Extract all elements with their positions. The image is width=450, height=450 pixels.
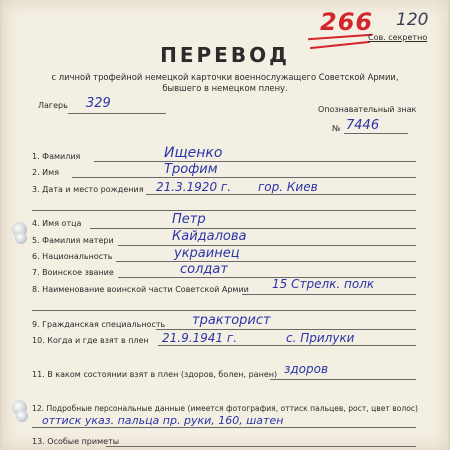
document-subtitle-2: бывшего в немецком плену. xyxy=(162,83,288,93)
field-unit-value: 15 Стрелк. полк xyxy=(272,277,375,291)
field-birth-rule xyxy=(146,194,416,195)
punch-hole-bottom-2 xyxy=(16,410,28,422)
field-mother-rule xyxy=(118,245,416,246)
field-mother-value: Кайдалова xyxy=(172,229,247,244)
field-civil-spec-rule xyxy=(156,329,416,330)
document-title: ПЕРЕВОД xyxy=(160,43,290,67)
blank-rule-1 xyxy=(32,210,416,211)
field-condition-rule xyxy=(270,379,416,380)
camp-rule xyxy=(68,113,166,114)
camp-label: Лагерь xyxy=(38,101,68,110)
field-captured-rule xyxy=(158,345,416,346)
field-unit-label: 8. Наименование воинской части Советской Армии xyxy=(32,285,249,294)
tag-label: Опознавательный знак xyxy=(318,105,417,114)
tag-prefix: № xyxy=(332,124,341,133)
field-personal-data-label: 12. Подробные персональные данные (имеется фотография, оттиск пальцев, рост, цвет волос) xyxy=(32,404,419,413)
field-surname-value: Ищенко xyxy=(164,145,223,161)
field-civil-spec-label: 9. Гражданская специальность xyxy=(32,320,166,329)
field-nationality-rule xyxy=(116,261,416,262)
field-captured-place-value: с. Прилуки xyxy=(286,331,355,345)
registration-number-ink: 120 xyxy=(396,10,429,30)
field-special-marks-rule xyxy=(106,446,416,447)
field-special-marks-label: 13. Особые приметы xyxy=(32,437,120,446)
field-rank-value: солдат xyxy=(180,262,228,277)
tag-rule xyxy=(344,133,408,134)
registration-number-red: 266 xyxy=(320,8,374,36)
field-captured-date-value: 21.9.1941 г. xyxy=(162,331,238,345)
field-birth-label: 3. Дата и место рождения xyxy=(32,185,144,194)
field-name-value: Трофим xyxy=(164,162,218,177)
field-father-label: 4. Имя отца xyxy=(32,219,82,228)
field-rank-label: 7. Воинское звание xyxy=(32,268,114,277)
field-nationality-value: украинец xyxy=(174,246,240,261)
field-surname-label: 1. Фамилия xyxy=(32,152,81,161)
field-captured-label: 10. Когда и где взят в плен xyxy=(32,336,149,345)
field-civil-spec-value: тракторист xyxy=(192,313,271,328)
field-personal-data-rule xyxy=(32,427,416,428)
field-personal-data-value: оттиск указ. пальца пр. руки, 160, шатен xyxy=(42,414,284,427)
secrecy-stamp: Сов. секретно xyxy=(368,33,428,42)
document-page xyxy=(2,0,448,450)
field-name-rule xyxy=(72,177,416,178)
field-condition-label: 11. В каком состоянии взят в плен (здоров, болен, ранен) xyxy=(32,370,278,379)
field-father-rule xyxy=(90,228,416,229)
field-name-label: 2. Имя xyxy=(32,168,60,177)
field-nationality-label: 6. Национальность xyxy=(32,252,113,261)
punch-hole-top-2 xyxy=(15,232,27,244)
blank-rule-2 xyxy=(32,310,416,311)
field-mother-label: 5. Фамилия матери xyxy=(32,236,114,245)
field-unit-rule xyxy=(242,294,416,295)
field-father-value: Петр xyxy=(172,212,206,227)
field-condition-value: здоров xyxy=(284,362,329,376)
field-surname-rule xyxy=(94,161,416,162)
document-subtitle-1: с личной трофейной немецкой карточки военнослужащего Советской Армии, xyxy=(51,72,399,82)
tag-value: 7446 xyxy=(346,118,380,133)
camp-value: 329 xyxy=(86,96,111,111)
field-birth-place-value: гор. Киев xyxy=(258,180,318,194)
field-birth-date-value: 21.3.1920 г. xyxy=(156,180,232,194)
